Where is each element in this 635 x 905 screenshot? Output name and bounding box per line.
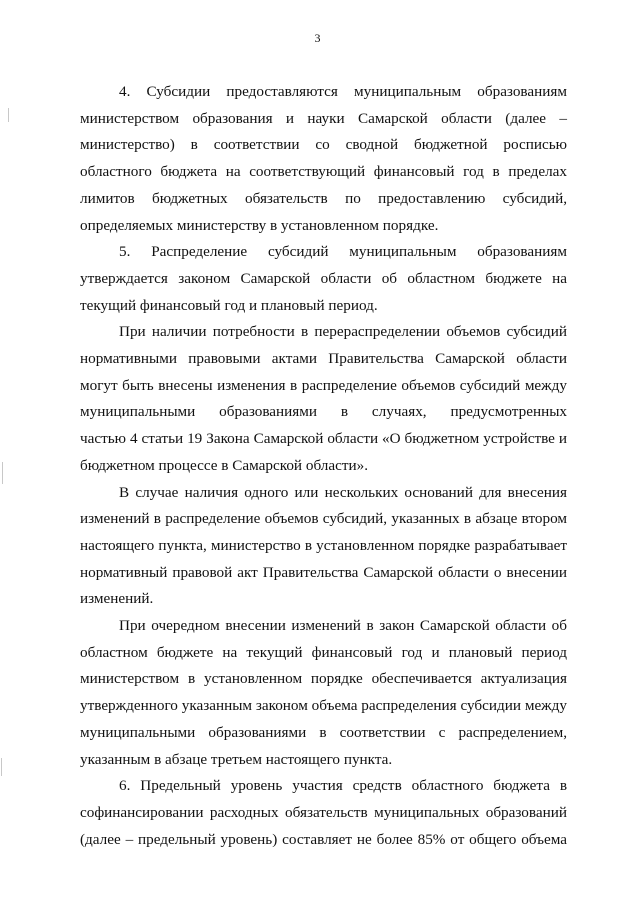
document-body: [80, 79, 567, 853]
scan-artifact-mark: [2, 462, 3, 484]
text-line: лимитов бюджетных обязательств по предоставлению субсидий,: [80, 189, 567, 207]
scan-artifact-mark: [1, 758, 2, 776]
text-line: утверждается законом Самарской области об областном бюджете на: [80, 269, 567, 287]
page-number: 3: [314, 31, 321, 45]
paragraph-grounds: [80, 480, 567, 614]
text-line: бюджетном процессе в Самарской области».: [80, 456, 369, 474]
text-line: 5. Распределение субсидий муниципальным образованиям: [119, 243, 567, 261]
text-line: софинансировании расходных обязательств муниципальных образований: [80, 803, 567, 821]
text-line: муниципальными образованиями в случаях, предусмотренных: [80, 403, 567, 421]
text-line: нормативными правовыми актами Правительства Самарской области: [80, 350, 567, 368]
text-line: областного бюджета на соответствующий финансовый год в пределах: [80, 163, 567, 181]
text-line: министерством в установленном порядке обеспечивается актуализация: [80, 670, 567, 688]
text-line: изменений в распределение объемов субсидий, указанных в абзаце втором: [80, 510, 567, 528]
text-line: указанным в абзаце третьем настоящего пункта.: [80, 750, 393, 768]
text-line: настоящего пункта, министерство в установленном порядке разрабатывает: [80, 536, 567, 554]
text-line: могут быть внесены изменения в распределение объемов субсидий между: [80, 376, 567, 394]
text-line: муниципальными образованиями в соответствии с распределением,: [80, 723, 567, 741]
text-line: областном бюджете на текущий финансовый год и плановый период: [80, 643, 567, 661]
text-line: В случае наличия одного или нескольких оснований для внесения: [119, 483, 567, 501]
text-line: 6. Предельный уровень участия средств областного бюджета в: [119, 777, 567, 795]
paragraph-budget-law: [80, 613, 567, 773]
paragraph-5: [80, 239, 567, 319]
text-line: (далее – предельный уровень) составляет не более 85% от общего объема: [80, 830, 567, 848]
text-line: текущий финансовый год и плановый период.: [80, 296, 378, 314]
text-line: определяемых министерству в установленном порядке.: [80, 216, 439, 234]
text-line: частью 4 статьи 19 Закона Самарской области «О бюджетном устройстве и: [80, 430, 567, 448]
paragraph-redistribution: [80, 319, 567, 479]
text-line: 4. Субсидии предоставляются муниципальным образованиям: [119, 83, 567, 100]
text-line: министерство) в соответствии со сводной бюджетной росписью: [80, 136, 567, 154]
paragraph-6: [80, 773, 567, 853]
scan-artifact-mark: [8, 108, 9, 122]
text-line: утвержденного указанным законом объема распределения субсидии между: [80, 697, 567, 715]
text-line: При очередном внесении изменений в закон Самарской области об: [119, 617, 567, 635]
text-line: нормативный правовой акт Правительства Самарской области о внесении: [80, 563, 567, 581]
text-line: изменений.: [80, 590, 154, 608]
paragraph-4: [80, 79, 567, 239]
text-line: министерством образования и науки Самарской области (далее –: [80, 109, 567, 127]
text-line: При наличии потребности в перераспределении объемов субсидий: [119, 323, 567, 341]
